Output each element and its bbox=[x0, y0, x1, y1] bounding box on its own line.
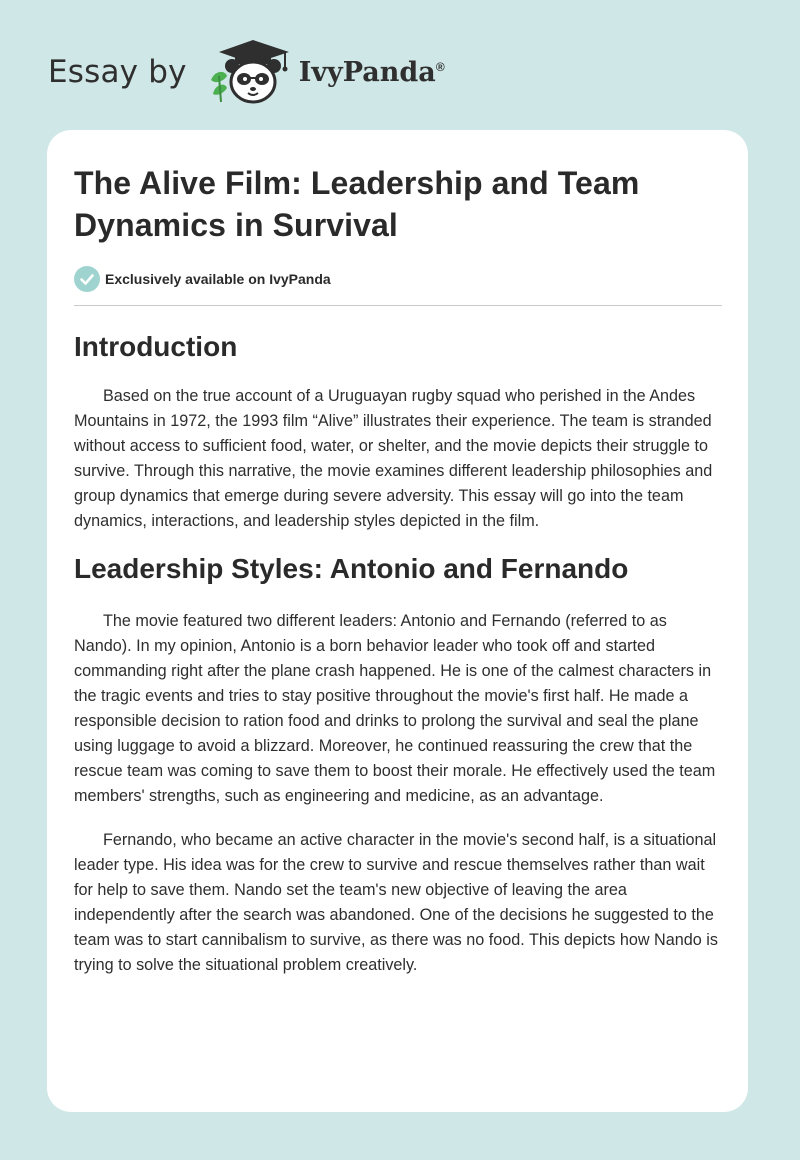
title-divider bbox=[74, 305, 722, 306]
paragraph: Fernando, who became an active character in the movie's second half, is a situational leader type. His idea was for the crew to survive and rescue themselves rather than wait for help to save them. Nando set the team's new objective of leaving the area independently after the search was abandoned. One of the decisions he suggested to the team was to start cannibalism to survive, as there was no food. This depicts how Nando is trying to solve the situational problem creatively. bbox=[74, 831, 718, 974]
brand-prefix: Essay by bbox=[48, 54, 187, 90]
article-title: The Alive Film: Leadership and Team Dynamics in Survival bbox=[74, 165, 640, 243]
brand-name[interactable]: IvyPanda® bbox=[298, 56, 445, 88]
exclusive-badge-label: Exclusively available on IvyPanda bbox=[105, 271, 331, 287]
check-circle-icon bbox=[74, 266, 100, 292]
site-header bbox=[48, 36, 445, 108]
article-card bbox=[47, 130, 748, 1112]
registered-mark: ® bbox=[435, 59, 445, 74]
section-heading-introduction: Introduction bbox=[74, 331, 238, 362]
section-heading-leadership-styles: Leadership Styles: Antonio and Fernando bbox=[74, 553, 629, 584]
paragraph: Based on the true account of a Uruguayan rugby squad who perished in the Andes Mountains in 1972, the 1993 film “Alive” illustrates their experience. The team is stranded without access to sufficient food, water, or shelter, and the movie depicts their struggle to survive. Through this narrative, the movie examines different leadership philosophies and group dynamics that emerge during severe adversity. This essay will go into the team dynamics, interactions, and leadership styles depicted in the film. bbox=[74, 387, 713, 530]
paragraph: The movie featured two different leaders: Antonio and Fernando (referred to as Nando). In my opinion, Antonio is a born behavior leader who took off and started commanding right after the plane crash happened. He is one of the calmest characters in the tragic events and tries to stay positive throughout the movie's first half. He made a responsible decision to ration food and drinks to prolong the survival and seal the plane using luggage to avoid a blizzard. Moreover, he continued reassuring the crew that the rescue team was coming to save them to boost their morale. He effectively used the team members' strengths, such as engineering and medicine, as an advantage. bbox=[74, 612, 716, 805]
exclusive-badge bbox=[74, 265, 722, 293]
panda-graduate-icon[interactable] bbox=[205, 36, 295, 108]
